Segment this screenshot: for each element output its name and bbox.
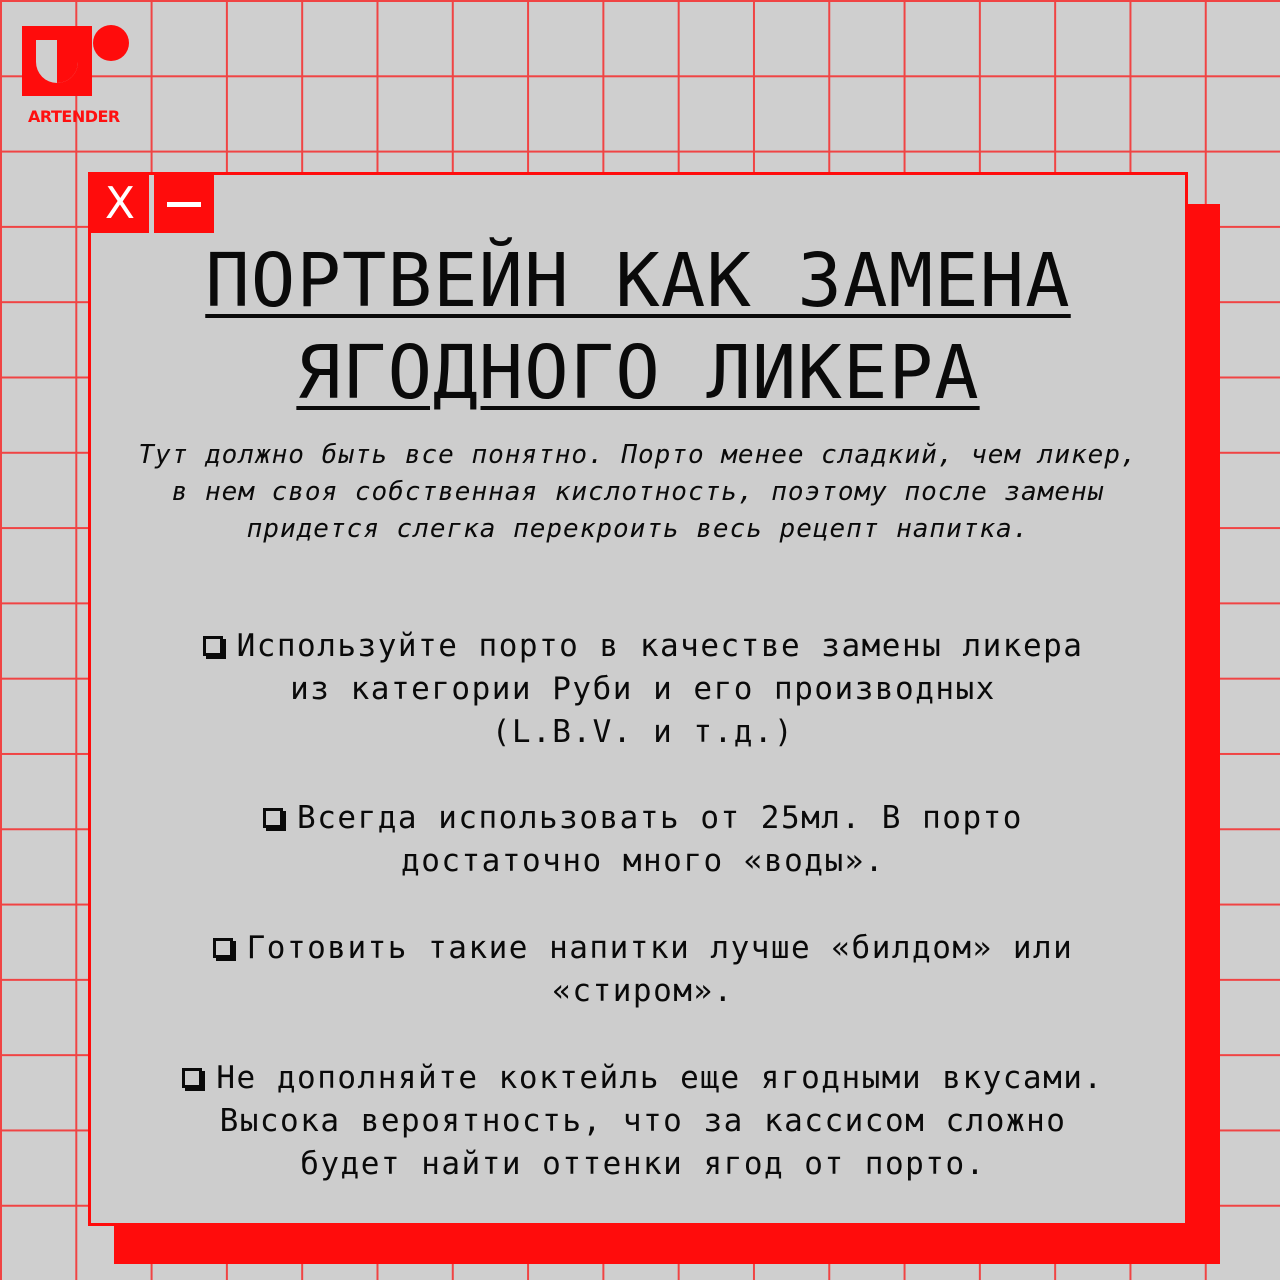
tip-line: Всегда использовать от 25мл. В порто (297, 800, 1023, 836)
tip-line: Готовить такие напитки лучше «билдом» или (246, 930, 1074, 966)
title-line-2: ЯГОДНОГО ЛИКЕРА (296, 330, 980, 416)
artender-logo (22, 22, 132, 132)
tip-line: будет найти оттенки ягод от порто. (300, 1146, 986, 1182)
tip-line: «стиром». (552, 973, 734, 1009)
tip-line: Не дополняйте коктейль еще ягодными вкусами. (216, 1060, 1104, 1096)
content-card (88, 172, 1188, 1226)
tip-item (141, 625, 1145, 754)
checkbox-icon (213, 938, 233, 958)
tip-line: достаточно много «воды». (401, 843, 885, 879)
minimize-icon (167, 202, 201, 207)
checkbox-icon (203, 636, 223, 656)
tip-line: из категории Руби и его производных (290, 671, 996, 707)
artender-logo-mark-icon (22, 22, 132, 102)
tip-line: (L.B.V. и т.д.) (491, 714, 795, 750)
close-icon: X (104, 178, 136, 229)
close-button[interactable] (91, 175, 149, 233)
checkbox-icon (263, 808, 283, 828)
tip-line: Используйте порто в качестве замены ликера (236, 628, 1084, 664)
checkbox-icon (182, 1068, 202, 1088)
page-title (91, 235, 1185, 419)
tip-item (141, 797, 1145, 883)
tip-item (141, 1057, 1145, 1186)
brand-name: ARTENDER (28, 107, 120, 126)
title-line-1: ПОРТВЕЙН КАК ЗАМЕНА (205, 238, 1071, 324)
tip-line: Высока вероятность, что за кассисом сложно (219, 1103, 1067, 1139)
intro-text: Тут должно быть все понятно. Порто менее сладкий, чем ликер, в нем своя собственная кислотность, поэтому после замены придется слегка перекроить весь рецепт напитка. (138, 440, 1138, 544)
tip-item (141, 927, 1145, 1013)
minimize-button[interactable] (154, 175, 214, 233)
